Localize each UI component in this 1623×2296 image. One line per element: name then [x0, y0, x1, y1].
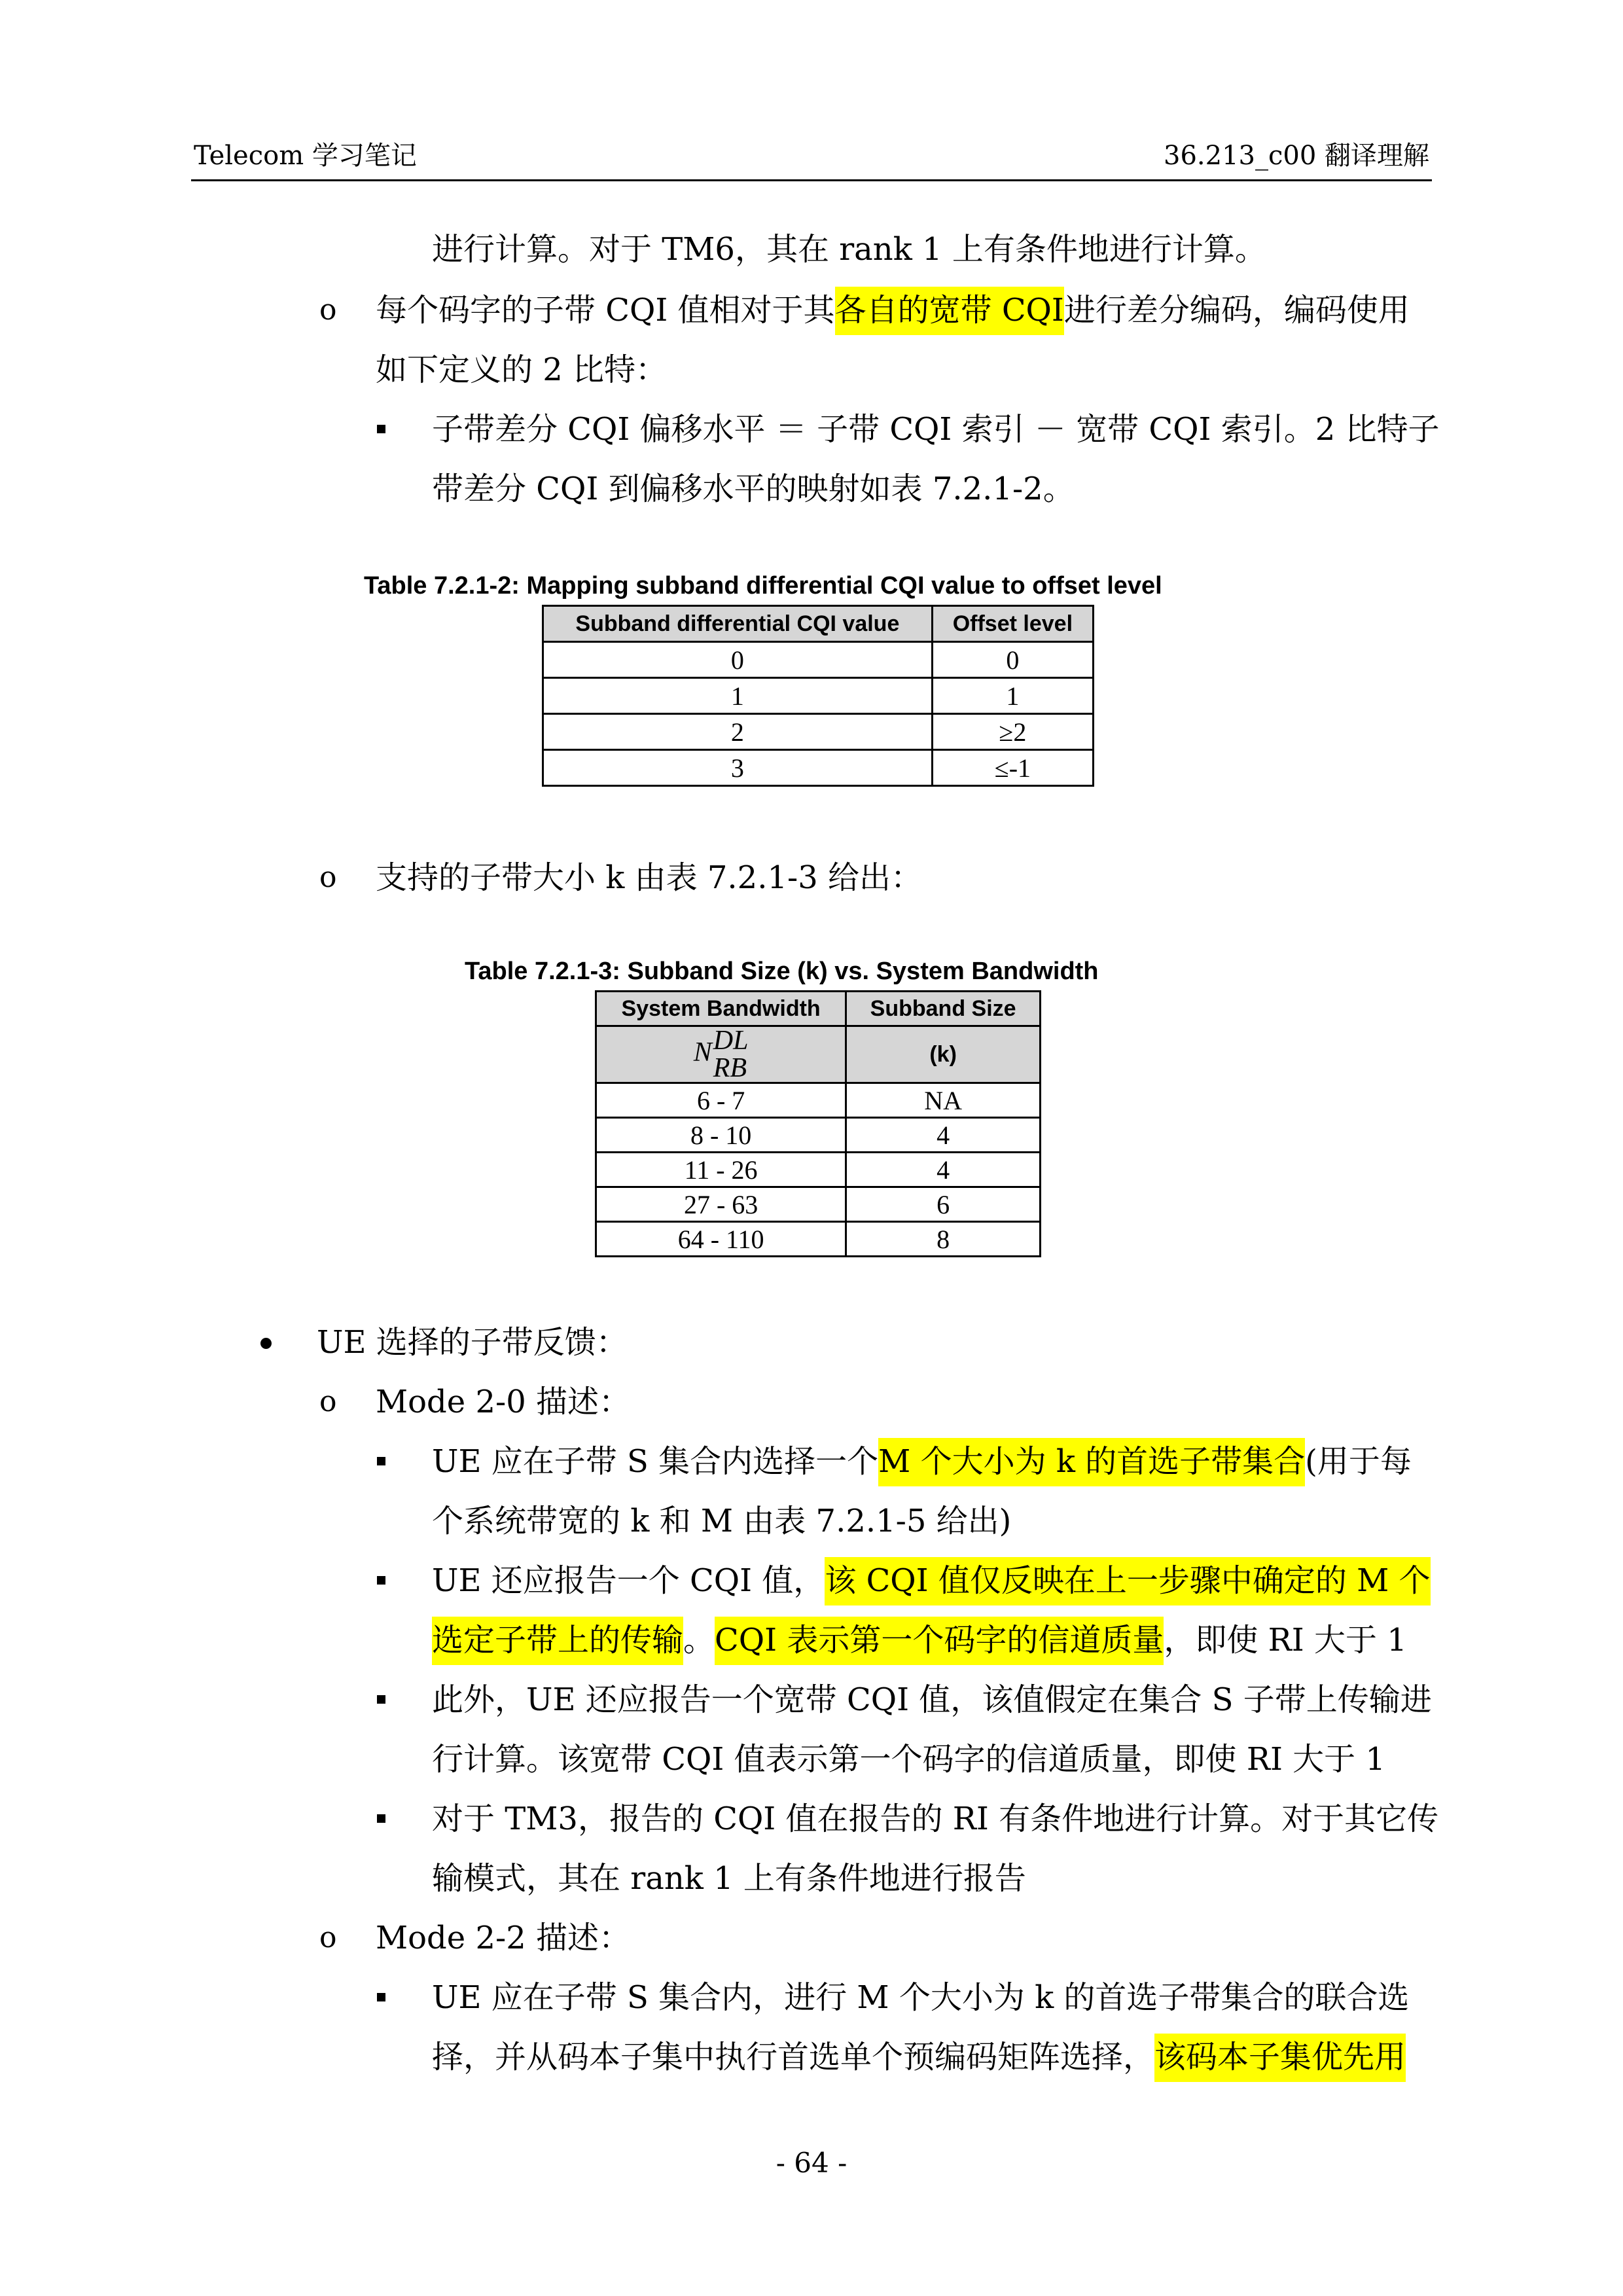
table-cell: ≥2: [932, 714, 1093, 750]
square-bullet: [377, 1695, 385, 1704]
table-cell: 1: [543, 678, 933, 714]
body-line-1: 进行计算。对于 TM6，其在 rank 1 上有条件地进行计算。: [432, 231, 1266, 268]
square-bullet: [377, 1576, 385, 1585]
text-segment: 。: [683, 1622, 715, 1659]
table-header-cell: Offset level: [932, 606, 1093, 642]
table-row: [543, 642, 1094, 678]
table-row: [596, 1222, 1041, 1257]
square-bullet: [377, 1814, 385, 1823]
text-segment: 进行差分编码，编码使用: [1063, 292, 1410, 329]
text-segment: UE 还应报告一个 CQI 值，: [432, 1562, 825, 1599]
table-row: [543, 678, 1094, 714]
table-header-cell: Subband Size: [846, 992, 1041, 1026]
table-cell: 11 - 26: [596, 1153, 846, 1187]
circle-bullet: o: [319, 1385, 337, 1418]
body-line-10: 个系统带宽的 k 和 M 由表 7.2.1-5 给出): [432, 1503, 1012, 1539]
table-row: [596, 1118, 1041, 1153]
text-segment: 择，并从码本子集中执行首选单个预编码矩阵选择，: [432, 2039, 1155, 2075]
table-cell: 0: [543, 642, 933, 678]
body-line-4: 子带差分 CQI 偏移水平 ＝ 子带 CQI 索引 － 宽带 CQI 索引。2 比特子: [432, 411, 1440, 448]
table-cell: NA: [846, 1083, 1041, 1118]
table-row: [596, 1083, 1041, 1118]
text-segment: 每个码字的子带 CQI 值相对于其: [376, 292, 835, 329]
highlight: CQI 表示第一个码字的信道质量: [715, 1617, 1164, 1665]
table-cell: 2: [543, 714, 933, 750]
header-left: Telecom 学习笔记: [194, 141, 417, 171]
text-segment: UE 应在子带 S 集合内选择一个: [432, 1443, 879, 1480]
table-cell: ≤-1: [932, 750, 1093, 786]
table-symbol-row: [596, 1026, 1041, 1083]
table-cell: 8: [846, 1222, 1041, 1257]
table-subband-size: [595, 990, 1041, 1257]
body-line-9: [432, 1443, 1412, 1480]
body-line-3: 如下定义的 2 比特：: [376, 351, 668, 388]
table-row: [596, 1187, 1041, 1222]
table-cell: 1: [932, 678, 1093, 714]
header-rule: [191, 179, 1432, 181]
body-line-18: UE 应在子带 S 集合内，进行 M 个大小为 k 的首选子带集合的联合选: [432, 1979, 1410, 2016]
table-header-cell: System Bandwidth: [596, 992, 846, 1026]
text-segment: ，即使 RI 大于 1: [1164, 1622, 1407, 1659]
table-header-cell: [596, 1026, 846, 1083]
highlight: 各自的宽带 CQI: [835, 287, 1064, 335]
table-cell: 0: [932, 642, 1093, 678]
table-cell: 4: [846, 1118, 1041, 1153]
table-cell: 27 - 63: [596, 1187, 846, 1222]
body-line-5: 带差分 CQI 到偏移水平的映射如表 7.2.1-2。: [432, 471, 1075, 507]
square-bullet: [377, 1457, 385, 1465]
body-line-6: 支持的子带大小 k 由表 7.2.1-3 给出：: [376, 859, 923, 896]
square-bullet: [377, 425, 385, 433]
circle-bullet: o: [319, 861, 337, 894]
body-line-2: [376, 292, 1410, 329]
body-line-14: 行计算。该宽带 CQI 值表示第一个码字的信道质量，即使 RI 大于 1: [432, 1741, 1385, 1778]
circle-bullet: o: [319, 293, 337, 327]
circle-bullet: o: [319, 1921, 337, 1954]
table3-caption: Table 7.2.1-3: Subband Size (k) vs. System Bandwidth: [465, 958, 1099, 985]
body-line-16: 输模式，其在 rank 1 上有条件地进行报告: [432, 1860, 1026, 1897]
square-bullet: [377, 1993, 385, 2001]
header-right: 36.213_c00 翻译理解: [1164, 141, 1429, 171]
highlight: 该 CQI 值仅反映在上一步骤中确定的 M 个: [825, 1557, 1430, 1605]
table-row: [543, 750, 1094, 786]
body-line-15: 对于 TM3，报告的 CQI 值在报告的 RI 有条件地进行计算。对于其它传: [432, 1801, 1439, 1837]
table2-caption: Table 7.2.1-2: Mapping subband differential CQI value to offset level: [364, 572, 1162, 600]
body-line-12: [432, 1622, 1407, 1659]
table-header-cell: Subband differential CQI value: [543, 606, 933, 642]
table-header-cell: (k): [846, 1026, 1041, 1083]
body-line-11: [432, 1562, 1431, 1599]
table-cell: 8 - 10: [596, 1118, 846, 1153]
table-cell: 3: [543, 750, 933, 786]
body-line-17: Mode 2-2 描述：: [376, 1920, 630, 1956]
table-offset-level: [542, 605, 1094, 787]
highlight: 该码本子集优先用: [1154, 2034, 1406, 2082]
table-cell: 64 - 110: [596, 1222, 846, 1257]
table-cell: 6: [846, 1187, 1041, 1222]
symbol-sup: DL: [713, 1026, 749, 1056]
text-segment: (用于每: [1305, 1443, 1412, 1480]
page-number: - 64 -: [776, 2147, 847, 2179]
highlight: M 个大小为 k 的首选子带集合: [878, 1438, 1305, 1486]
body-line-8: Mode 2-0 描述：: [376, 1384, 630, 1420]
body-line-19: [432, 2041, 1406, 2073]
table-row: [543, 714, 1094, 750]
table-cell: 6 - 7: [596, 1083, 846, 1118]
table-header-row: [596, 992, 1041, 1026]
bullet-dot: [260, 1338, 272, 1349]
table-row: [596, 1153, 1041, 1187]
highlight: 选定子带上的传输: [432, 1617, 683, 1665]
body-line-13: 此外，UE 还应报告一个宽带 CQI 值，该值假定在集合 S 子带上传输进: [432, 1681, 1432, 1718]
symbol-sub: RB: [713, 1053, 747, 1083]
nrb-symbol: [693, 1026, 749, 1083]
table-cell: 4: [846, 1153, 1041, 1187]
body-line-7: UE 选择的子带反馈：: [317, 1324, 628, 1361]
table-header-row: [543, 606, 1094, 642]
symbol-n: N: [693, 1037, 712, 1067]
